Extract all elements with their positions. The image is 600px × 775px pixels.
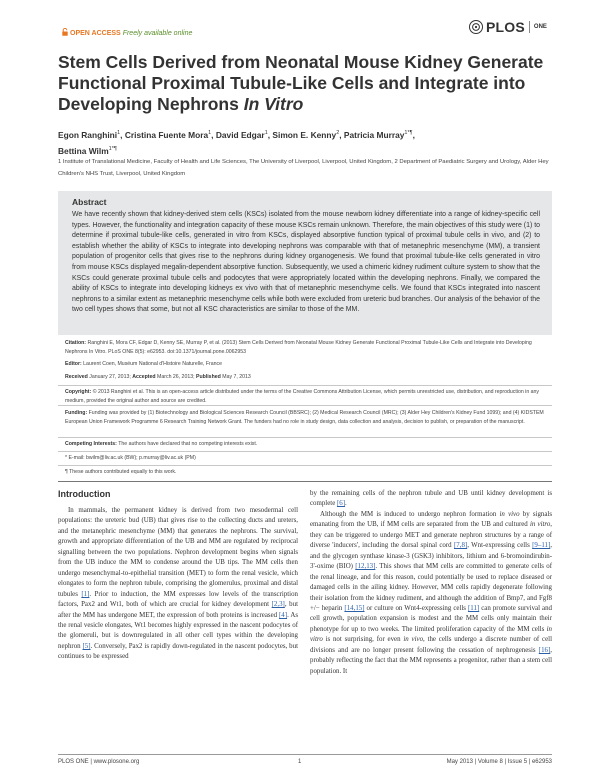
plos-logo-icon bbox=[469, 20, 483, 34]
divider bbox=[58, 405, 552, 406]
copyright: Copyright: © 2013 Ranghini et al. This is an open-access article distributed under the terms of the Creative Commons Attribution License, which permits unrestricted use, distribution, and reproduction in any medium, provided the original author and source are credited. bbox=[65, 389, 540, 404]
intro-left-column bbox=[58, 506, 298, 663]
reference-link[interactable]: [16] bbox=[538, 646, 551, 654]
footer-site-link[interactable]: | www.plosone.org bbox=[90, 759, 140, 765]
divider bbox=[58, 451, 552, 452]
logo-text: PLOS bbox=[486, 19, 525, 35]
logo-divider bbox=[529, 21, 530, 33]
title-italic: In Vitro bbox=[243, 94, 304, 114]
abstract-text: We have recently shown that kidney-derived stem cells (KSCs) isolated from the mouse newborn kidney differentiate into a range of kidney-specific cell types. However, the functionality and integration capacity of these mouse KSCs remain unknown. Therefore, the main objectives of this study were (1) to determine if proximal tubule-like cells, generated in vitro from KSCs, displayed absorptive function typical of proximal tubule cells in vivo, and (2) to establish whether the ability of KSCs to integrate into developing nephrons was comparable with that of metanephric mesenchyme (MM), a transient population of progenitor cells that gives rise to the nephrons during kidney organogenesis. We found that proximal tubule-like cells generated in vitro from mouse KSCs displayed megalin-dependent absorptive function. Subsequently, we used a chimeric kidney rudiment culture system to show that the KSCs could generate proximal tubule cells and podocytes that were appropriately located within the developing nephrons. Finally, we compared the ability of KSCs to integrate into developing kidneys ex vivo with that of metanephric mesenchyme cells. We found that KSCs integrated into nascent nephrons to a similar extent as metanephric mesenchyme cells while both were excluded from ureteric bud branches. Our analysis of the behavior of the two cell types shows that some, but not all KSC characteristics are similar to those of the MM. bbox=[72, 211, 540, 314]
divider bbox=[58, 385, 552, 386]
editor: Editor: Laurent Coen, Muséum National d'Histoire Naturelle, France bbox=[65, 361, 222, 367]
author[interactable]: Patricia Murray$^{1*\P}$ bbox=[343, 129, 413, 140]
divider bbox=[58, 465, 552, 466]
section-divider bbox=[58, 481, 552, 482]
funding: Funding: Funding was provided by (1) Biotechnology and Biological Sciences Research Council (BBSRC); (2) Medical Research Council (MRC); (3) Alder Hey Children's Kidney Fund 1099); and (4) KIDSTEM European Union Framework Programme 6 Research Training Network Grant. The funders had no role in study design, data collection and analysis, decision to publish, or preparation of the manuscript. bbox=[65, 410, 544, 425]
reference-link[interactable]: [14,15] bbox=[344, 604, 365, 612]
divider bbox=[58, 437, 552, 438]
citation: Citation: Ranghini E, Mora CF, Edgar D, Kenny SE, Murray P, et al. (2013) Stem Cells Derived from Neonatal Mouse Kidney Generate Functional Proximal Tubule-Like Cells and Integrate into Developing Nephrons In Vitro. PLoS ONE 8(5): e62953. doi:10.1371/journal.pone.0062953 bbox=[65, 340, 532, 355]
footer-divider bbox=[58, 754, 552, 755]
intro-paragraph: In mammals, the permanent kidney is derived from two mesodermal cell populations: the ureteric bud (UB) that gives rise to the collecting ducts and ureters, and the metanephric mesenchyme (MM) that generates the nephrons. The survival, growth and appropriate differentiation of the UB and MM are regulated by reciprocal signalling between the two populations. Nephron development begins when signals from the UB induce the MM to condense around the UB tips. The MM cells then undergo mesenchymal-to-epithelial transition (MET) to form the renal vesicle, which elongates to form the nephron tubule, comprising the glomerulus, proximal and distal tubules [1]. Prior to induction, the MM expresses low levels of the transcription factors, Pax2 and Wt1, both of which are crucial for kidney development [2,3], but after the MM has undergone MET, the expression of both proteins is increased [4]. As the renal vesicle elongates, Wt1 becomes highly expressed in the nascent podocytes of the glomeruli, but is downregulated in all other cell types within the developing nephron [5]. Conversely, Pax2 is rapidly down-regulated in the nascent podocytes, but continues to be expressed bbox=[58, 507, 298, 661]
reference-link[interactable]: [12,13] bbox=[355, 563, 376, 571]
correspondence-email[interactable]: * E-mail: bwilm@liv.ac.uk (BW); p.murray@liv.ac.uk (PM) bbox=[65, 455, 196, 461]
author[interactable]: David Edgar$^1$ bbox=[215, 129, 268, 140]
reference-link[interactable]: [9–11] bbox=[532, 542, 551, 550]
reference-link[interactable]: [7,8] bbox=[453, 542, 468, 550]
open-access-banner bbox=[62, 28, 192, 37]
reference-link[interactable]: [5] bbox=[82, 642, 91, 650]
italic-term: in vitro bbox=[310, 625, 552, 644]
article-title bbox=[58, 52, 548, 115]
italic-term: in vivo bbox=[403, 636, 424, 644]
introduction-heading: Introduction bbox=[58, 489, 111, 499]
footer-journal: PLOS ONE | www.plosone.org bbox=[58, 759, 140, 765]
logo-suffix: ONE bbox=[533, 24, 547, 30]
open-lock-icon bbox=[62, 28, 68, 36]
author[interactable]: Bettina Wilm$^{1*\P}$ bbox=[58, 145, 117, 156]
page-number: 1 bbox=[298, 759, 302, 765]
italic-term: in vivo bbox=[499, 510, 520, 518]
competing-interests: Competing Interests: The authors have declared that no competing interests exist. bbox=[65, 441, 258, 447]
plos-one-logo bbox=[469, 19, 547, 35]
abstract-heading: Abstract bbox=[72, 197, 107, 207]
freely-available-label: Freely available online bbox=[122, 30, 193, 37]
equal-contribution-note: ¶ These authors contributed equally to this work. bbox=[65, 469, 177, 475]
italic-term: in vitro bbox=[529, 521, 551, 529]
intro-paragraph: by the remaining cells of the nephron tubule and UB until kidney development is complete [6]. bbox=[310, 490, 552, 508]
reference-link[interactable]: [2,3] bbox=[271, 601, 285, 609]
reference-link[interactable]: [6] bbox=[336, 500, 346, 508]
title-main: Stem Cells Derived from Neonatal Mouse Kidney Generate Functional Proximal Tubule-Like Cells and Integrate into Developing Nephrons bbox=[58, 52, 544, 114]
intro-paragraph: Although the MM is induced to undergo nephron formation in vivo by signals emanating from the UB, if MM cells are separated from the UB and cultured in vitro, they can be triggered to undergo MET and generate nephron structures by a range of diverse 'inducers', including the dorsal spinal cord [7,8], Wnt-expressing cells [9–11], and the glycogen synthase kinase-3 (GSK3) inhibitors, lithium and 6-bromoindirubin-3'-oxime (BIO) [12,13]. This shows that MM cells are committed to generate cells of the renal lineage, and for this reason, could potentially be used to replace diseased or damaged cells in the ailing kidney. However, MM cells rapidly degenerate following their isolation from the kidney rudiment, and although the addition of Bmp7, and Fgf8 +/− heparin [14,15] or culture on Wnt4-expressing cells [11] can promote survival and cell growth, population expansion is modest and the MM cells only maintain their phenotype for up to two weeks. The limited proliferation capacity of the MM cells in vitro is not surprising, for even in vivo, the cells undergo a discrete number of cell divisions and are no longer present following the cessation of nephrogenesis [16], probably reflecting the fact that the MM represents a progenitor, rather than a stem cell population. It bbox=[310, 510, 553, 675]
author[interactable]: Egon Ranghini$^1$ bbox=[58, 129, 121, 140]
reference-link[interactable]: [11] bbox=[467, 604, 480, 612]
author[interactable]: Simon E. Kenny$^2$ bbox=[272, 129, 340, 140]
reference-link[interactable]: [1] bbox=[81, 590, 90, 598]
issue-info: May 2013 | Volume 8 | Issue 5 | e62953 bbox=[446, 759, 552, 765]
reference-link[interactable]: [4] bbox=[279, 611, 288, 619]
open-access-label: OPEN ACCESS bbox=[70, 30, 121, 37]
affiliations: 1 Institute of Translational Medicine, Faculty of Health and Life Sciences, The University of Liverpool, Liverpool, United Kingdom, 2 Department of Paediatric Surgery and Urology, Alder Hey Children's NHS Trust, Liverpool, United Kingdom bbox=[58, 159, 549, 177]
intro-right-column bbox=[310, 489, 552, 677]
author[interactable]: Cristina Fuente Mora$^1$ bbox=[124, 129, 212, 140]
author-list: Egon Ranghini$^1$, Cristina Fuente Mora$^1$, David Edgar$^1$, Simon E. Kenny$^2$, Patricia Murray$^{1*\P}$, Bettina Wilm$^{1*\P}$ bbox=[58, 129, 415, 156]
dates: Received January 27, 2013; Accepted March 26, 2013; Published May 7, 2013 bbox=[65, 374, 251, 380]
